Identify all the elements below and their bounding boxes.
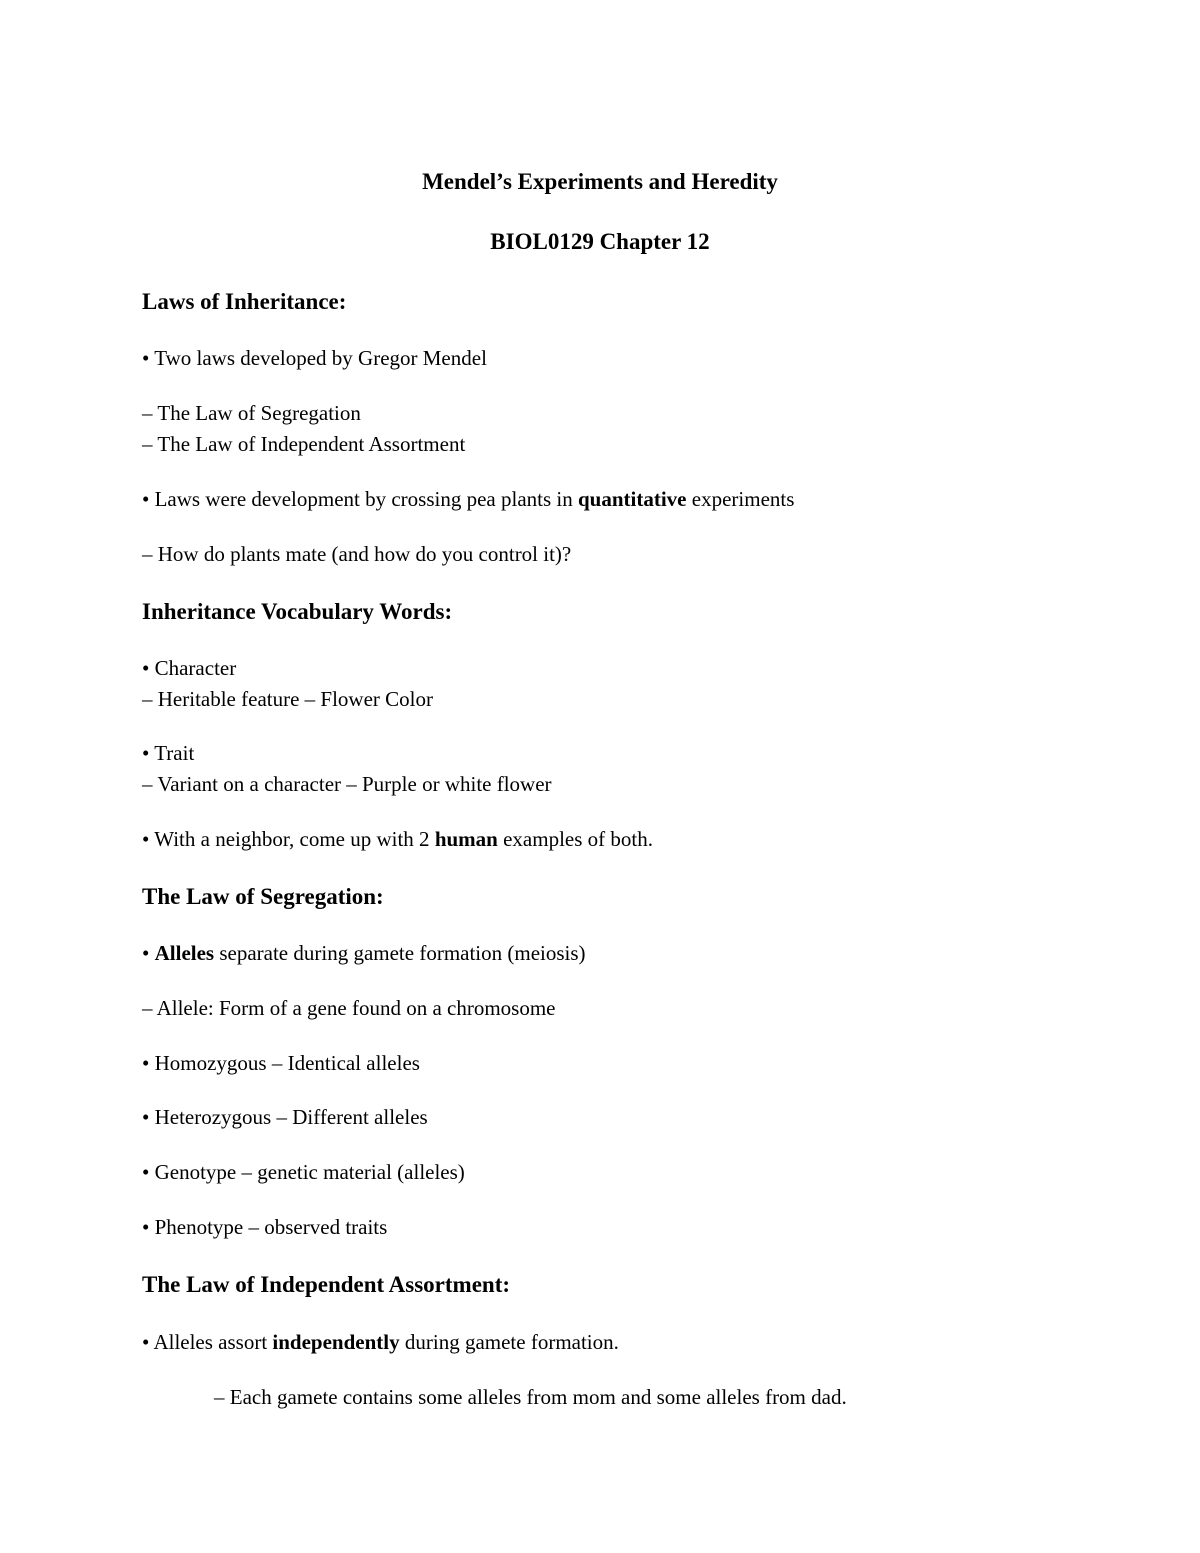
bullet-item xyxy=(142,1329,619,1355)
sub-item: – Heritable feature – Flower Color xyxy=(142,687,433,711)
bold-term: quantitative xyxy=(578,487,687,511)
bullet-item: • Phenotype – observed traits xyxy=(142,1215,388,1239)
bullet-item xyxy=(142,826,653,852)
bold-term: independently xyxy=(272,1330,400,1354)
bold-term: human xyxy=(434,827,498,851)
bullet-item: • Two laws developed by Gregor Mendel xyxy=(142,346,487,370)
section-heading-vocab: Inheritance Vocabulary Words: xyxy=(142,599,453,624)
bold-term: Alleles xyxy=(154,941,215,965)
section-heading-independent: The Law of Independent Assortment: xyxy=(142,1272,511,1297)
text-run: examples of both. xyxy=(497,827,653,851)
sub-item: – The Law of Independent Assortment xyxy=(142,432,466,456)
section-heading-segregation: The Law of Segregation: xyxy=(142,884,384,909)
document-title: Mendel’s Experiments and Heredity xyxy=(422,169,778,194)
bullet-item: • Trait xyxy=(142,741,195,765)
text-run: during gamete formation. xyxy=(399,1330,619,1354)
sub-item: – Allele: Form of a gene found on a chromosome xyxy=(142,996,556,1020)
text-run: separate during gamete formation (meiosis) xyxy=(214,941,586,965)
bullet-item: • Genotype – genetic material (alleles) xyxy=(142,1160,465,1184)
text-run: • xyxy=(142,941,155,965)
document-subtitle: BIOL0129 Chapter 12 xyxy=(490,229,710,254)
text-run: • Alleles assort xyxy=(142,1330,273,1354)
bullet-item xyxy=(142,486,794,512)
section-heading-laws: Laws of Inheritance: xyxy=(142,289,347,314)
sub-item: – The Law of Segregation xyxy=(142,401,361,425)
bullet-item: • Homozygous – Identical alleles xyxy=(142,1051,420,1075)
sub-item: – Variant on a character – Purple or white flower xyxy=(142,772,552,796)
text-run: • With a neighbor, come up with 2 xyxy=(142,827,435,851)
sub-item: – How do plants mate (and how do you control it)? xyxy=(142,542,572,566)
bullet-item: • Character xyxy=(142,656,237,680)
bullet-item xyxy=(142,940,586,966)
text-run: experiments xyxy=(686,487,795,511)
bullet-item: • Heterozygous – Different alleles xyxy=(142,1105,428,1129)
text-run: • Laws were development by crossing pea plants in xyxy=(142,487,578,511)
sub-item-indented: – Each gamete contains some alleles from mom and some alleles from dad. xyxy=(214,1385,847,1409)
